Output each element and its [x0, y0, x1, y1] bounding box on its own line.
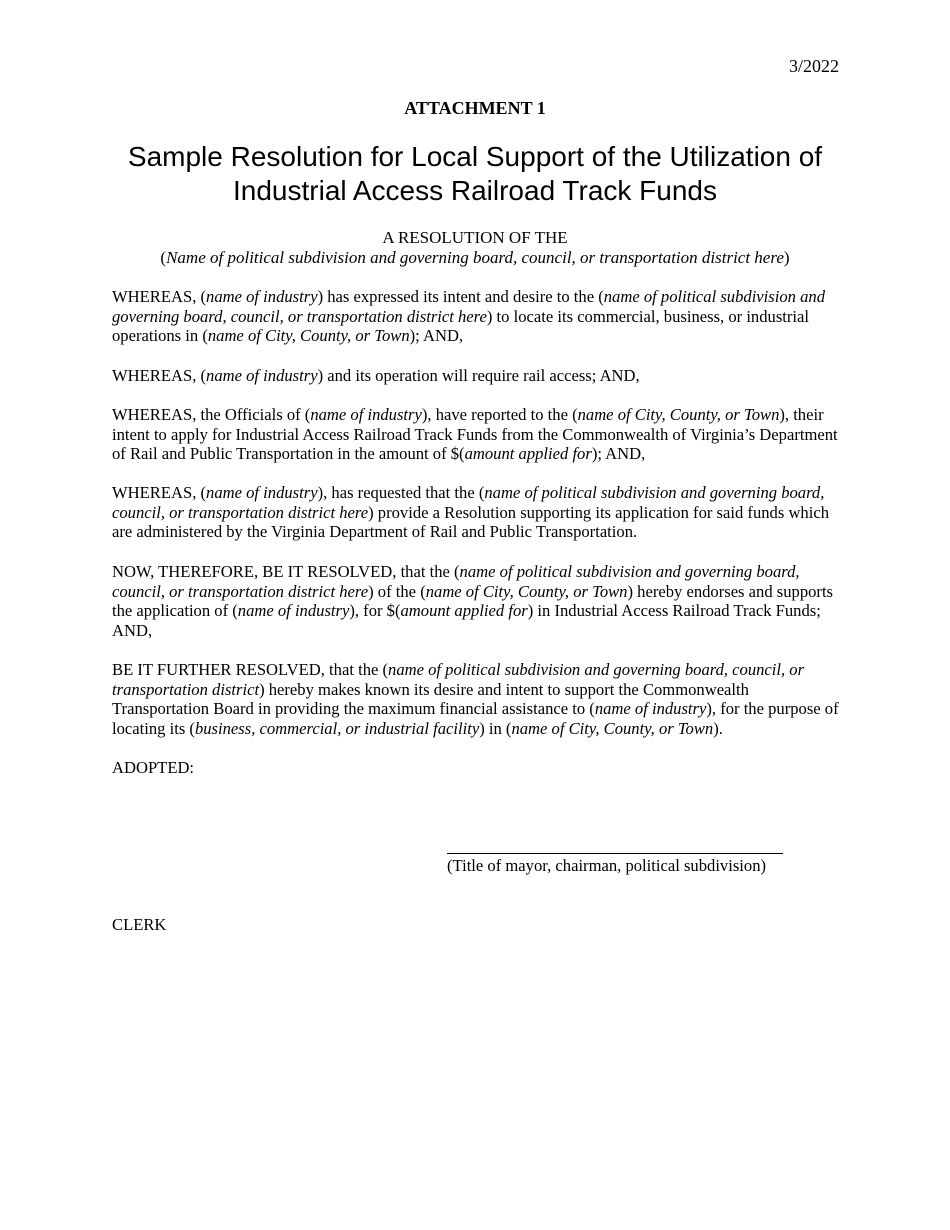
p2-placeholder-1: name of industry [206, 366, 318, 385]
whereas-paragraph-4 [112, 483, 842, 542]
attachment-label: ATTACHMENT 1 [404, 98, 546, 118]
p1-placeholder-1: name of industry [206, 287, 318, 306]
clerk-label: CLERK [112, 915, 167, 934]
p6-text-4: ) in ( [479, 718, 512, 738]
p1-text-3: ) to locate its commercial, business, or industrial operations in ( [112, 306, 809, 346]
signature-line [447, 853, 783, 854]
p4-placeholder-2: name of political subdivision and governing board, council, or transportation district here [112, 483, 825, 522]
p3-text-3: ), their intent to apply for Industrial Access Railroad Track Funds from the Commonwealth of Virginia’s Department of Rail and Public Transportation in the amount of $( [112, 405, 838, 464]
title-line-2: Industrial Access Railroad Track Funds [233, 175, 717, 206]
resolution-subhead [60, 228, 890, 268]
whereas-paragraph-1 [112, 287, 842, 346]
p6-text-5: ). [713, 718, 723, 738]
page-title [60, 140, 890, 208]
whereas-paragraph-2 [112, 366, 842, 386]
p6-text-1: BE IT FURTHER RESOLVED, that the ( [112, 660, 389, 679]
p5-text-5: ) in Industrial Access Railroad Track Funds; AND, [112, 601, 821, 640]
p5-placeholder-2: name of City, County, or Town [425, 581, 628, 601]
subhead-line-2 [60, 248, 890, 268]
further-resolved-paragraph [112, 660, 842, 738]
p3-placeholder-3: amount applied for [464, 444, 592, 464]
p6-placeholder-1: name of political subdivision and governing board, council, or transportation district [112, 660, 805, 699]
title-line-1: Sample Resolution for Local Support of the Utilization of [127, 141, 823, 172]
resolved-paragraph [112, 562, 842, 640]
p5-placeholder-1: name of political subdivision and governing board, council, or transportation district here [112, 562, 800, 601]
p1-text-1: WHEREAS, ( [112, 287, 207, 306]
p6-text-3: ), for the purpose of locating its ( [112, 699, 839, 738]
signature-caption: (Title of mayor, chairman, political subdivision) [447, 856, 767, 875]
p6-text-2: ) hereby makes known its desire and intent to support the Commonwealth Transportation Board in providing the maximum financial assistance to ( [112, 679, 749, 719]
p5-text-3: ) hereby endorses and supports the application of ( [112, 581, 834, 621]
p1-text-2: ) has expressed its intent and desire to the ( [317, 287, 604, 306]
p4-text-3: ) provide a Resolution supporting its application for said funds which are administered by the Virginia Department of Rail and Public Transportation. [112, 502, 829, 542]
subhead-placeholder: Name of political subdivision and governing board, council, or transportation district here [166, 248, 784, 267]
p6-placeholder-3: business, commercial, or industrial facility [194, 718, 480, 738]
p5-text-2: ) of the ( [368, 581, 426, 601]
whereas-paragraph-3 [112, 405, 842, 464]
adopted-label: ADOPTED: [112, 758, 195, 777]
p3-text-1: WHEREAS, the Officials of ( [112, 405, 311, 424]
p2-text-2: ) and its operation will require rail access; AND, [317, 366, 640, 385]
p1-placeholder-3: name of City, County, or Town [207, 326, 410, 346]
p2-text-1: WHEREAS, ( [112, 366, 207, 385]
p5-text-1: NOW, THEREFORE, BE IT RESOLVED, that the ( [112, 562, 460, 581]
p3-text-4: ); AND, [591, 444, 646, 464]
p1-text-4: ); AND, [409, 326, 464, 346]
p4-placeholder-1: name of industry [206, 483, 318, 502]
p4-text-1: WHEREAS, ( [112, 483, 207, 502]
document-date: 3/2022 [788, 56, 839, 76]
subhead-paren-close: ) [783, 248, 790, 267]
p4-text-2: ), has requested that the ( [317, 483, 485, 502]
p1-placeholder-2: name of political subdivision and governing board, council, or transportation district here [112, 287, 825, 326]
subhead-line-1: A RESOLUTION OF THE [382, 228, 568, 247]
p3-placeholder-2: name of City, County, or Town [577, 405, 780, 424]
p5-placeholder-4: amount applied for [400, 601, 528, 621]
p5-text-4: ), for $( [349, 601, 401, 621]
subhead-paren-open: ( [160, 248, 167, 267]
p5-placeholder-3: name of industry [237, 601, 350, 621]
p6-placeholder-2: name of industry [594, 699, 707, 719]
p3-text-2: ), have reported to the ( [421, 405, 578, 424]
p6-placeholder-4: name of City, County, or Town [511, 718, 714, 738]
p3-placeholder-1: name of industry [310, 405, 422, 424]
